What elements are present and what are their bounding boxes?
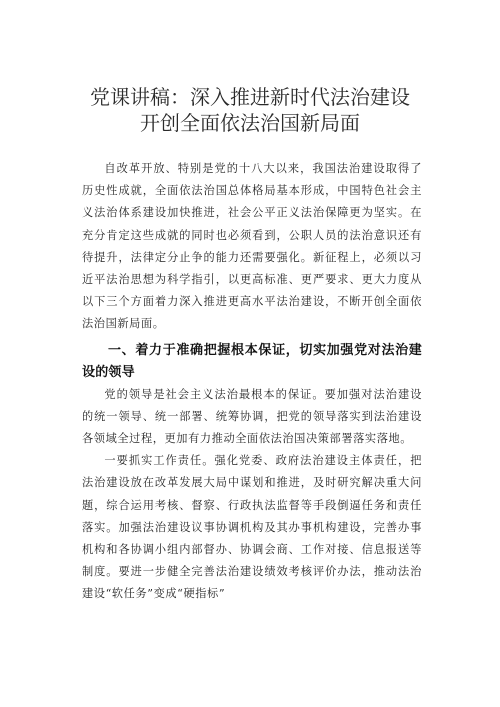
document-body [82, 158, 422, 606]
title-line-2: 开创全面依法治国新局面 [140, 111, 360, 135]
document-title [0, 84, 500, 136]
paragraph-party-leadership: 党的领导是社会主义法治最根本的保证。要加强对法治建设的统一领导、统一部署、统筹协调，把党的领导落实到法治建设各领域全过程，更加有力推动全面依法治国决策部署落实落地。 [82, 387, 422, 446]
paragraph-intro: 自改革开放、特别是党的十八大以来，我国法治建设取得了历史性成就，全面依法治国总体格局基本形成，中国特色社会主义法治体系建设加快推进，社会公平正义法治保障更为坚实。在充分肯定这些成就的同时也必须看到，公职人员的法治意识还有待提升，法律定分止争的能力还需要强化。新征程上，必须以习近平法治思想为科学指引，以更高标准、更严要求、更大力度从以下三个方面着力深入推进更高水平法治建设，不断开创全面依法治国新局面。 [82, 162, 422, 331]
paragraph-work-responsibility: 一要抓实工作责任。强化党委、政府法治建设主体责任，把法治建设放在改革发展大局中谋划和推进，及时研究解决重大问题，综合运用考核、督察、行政执法监督等手段倒逼任务和责任落实。加强法治建设议事协调机构及其办事机构建设，完善办事机构和各协调小组内部督办、协调会商、工作对接、信息报送等制度。要进一步健全完善法治建设绩效考核评价办法，推动法治建设“软任务”变成“硬指标” [82, 454, 422, 601]
section-heading-1: 一、着力于准确把握根本保证，切实加强党对法治建设的领导 [82, 342, 422, 380]
title-line-1: 党课讲稿：深入推进新时代法治建设 [90, 85, 410, 109]
